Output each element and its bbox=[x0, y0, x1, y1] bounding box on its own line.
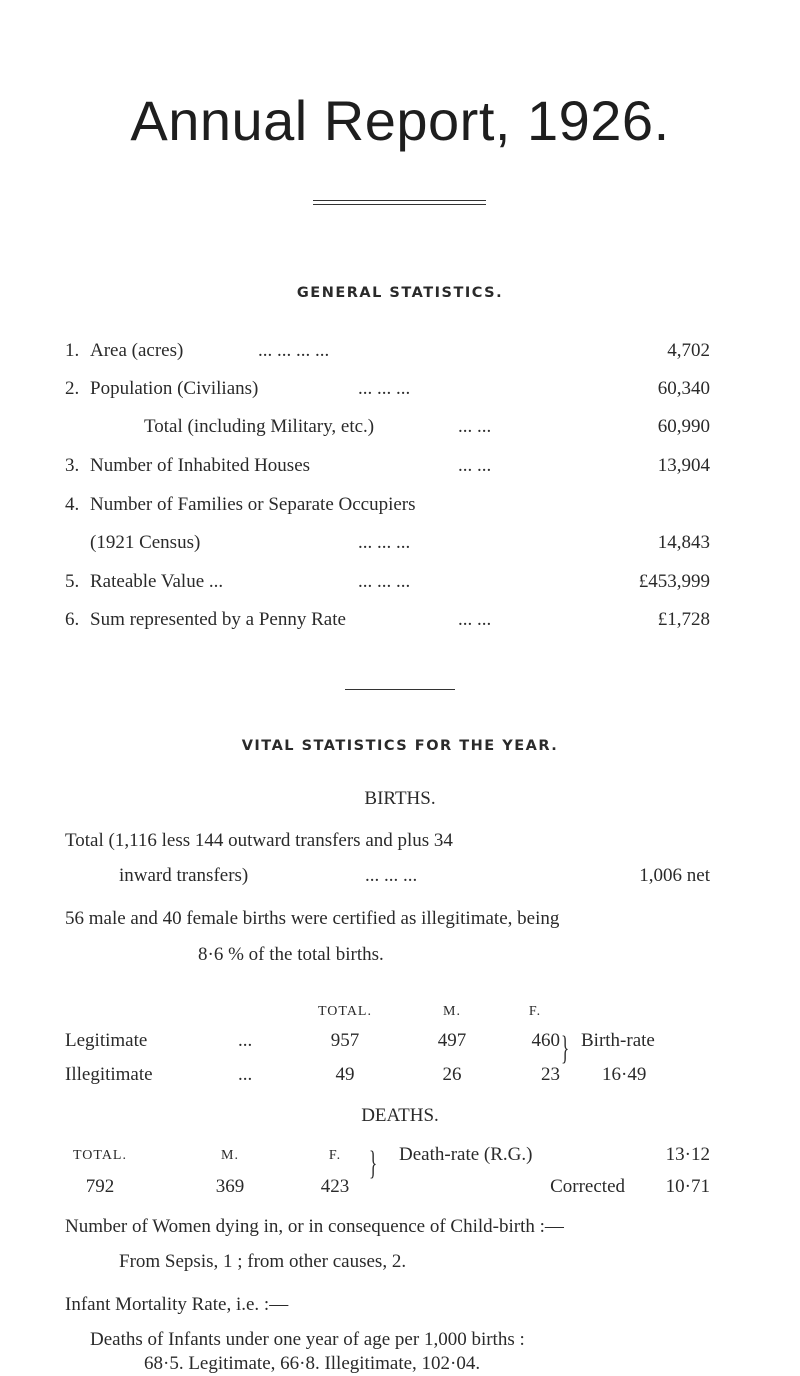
report-title: Annual Report, 1926. bbox=[130, 89, 670, 152]
item-number: 2. bbox=[65, 378, 80, 399]
infant-mortality-line3: 68·5. Legitimate, 66·8. Illegitimate, 102·04. bbox=[144, 1353, 481, 1374]
birth-rate-label: Birth-rate bbox=[581, 1030, 655, 1051]
column-header-total: TOTAL. bbox=[317, 1004, 372, 1019]
item-value: 60,990 bbox=[657, 416, 710, 437]
item-label: Sum represented by a Penny Rate bbox=[90, 609, 346, 630]
column-header-female: F. bbox=[528, 1004, 542, 1019]
births-total-line2: inward transfers) bbox=[119, 865, 249, 886]
item-label: Area (acres) bbox=[90, 340, 184, 361]
column-header-male: M. bbox=[443, 1004, 461, 1019]
cell-male: 497 bbox=[437, 1030, 467, 1051]
item-value: 4,702 bbox=[667, 340, 710, 361]
item-leader: ... ... bbox=[458, 416, 492, 437]
item-number: 4. bbox=[65, 494, 80, 515]
corrected-value: 10·71 bbox=[665, 1176, 710, 1197]
births-total-leader: ... ... ... bbox=[365, 865, 418, 886]
row-leader: ... bbox=[238, 1064, 253, 1085]
item-label: Number of Families or Separate Occupiers bbox=[90, 494, 416, 515]
death-rate-value: 13·12 bbox=[665, 1144, 710, 1165]
cell-total: 957 bbox=[330, 1030, 360, 1051]
births-heading: BIRTHS. bbox=[364, 788, 436, 809]
row-label: Illegitimate bbox=[65, 1064, 153, 1085]
general-statistics-heading: GENERAL STATISTICS. bbox=[296, 285, 504, 301]
row-label: Legitimate bbox=[65, 1030, 148, 1051]
item-value: £453,999 bbox=[638, 571, 710, 592]
infant-mortality-line2: Deaths of Infants under one year of age per 1,000 births : bbox=[90, 1329, 525, 1350]
births-total-line1: Total (1,116 less 144 outward transfers and plus 34 bbox=[65, 830, 453, 851]
cell-female: 23 bbox=[541, 1064, 560, 1085]
item-label: Total (including Military, etc.) bbox=[144, 416, 375, 437]
item-value: 14,843 bbox=[657, 532, 710, 553]
item-label: Population (Civilians) bbox=[90, 378, 259, 399]
item-leader: ... ... bbox=[458, 609, 492, 630]
column-header-female: F. bbox=[328, 1148, 342, 1163]
childbirth-line1: Number of Women dying in, or in consequence of Child-birth :— bbox=[65, 1216, 564, 1237]
divider bbox=[345, 689, 455, 690]
item-leader: ... ... ... bbox=[358, 378, 411, 399]
cell-male: 26 bbox=[442, 1064, 462, 1085]
item-value: 60,340 bbox=[657, 378, 710, 399]
column-header-male: M. bbox=[221, 1148, 239, 1163]
vital-statistics-heading: VITAL STATISTICS FOR THE YEAR. bbox=[241, 738, 559, 754]
item-label: (1921 Census) bbox=[90, 532, 201, 553]
item-number: 6. bbox=[65, 609, 80, 630]
infant-mortality-line1: Infant Mortality Rate, i.e. :— bbox=[65, 1294, 289, 1315]
item-leader: ... ... ... ... bbox=[258, 340, 330, 361]
cell-female: 460 bbox=[531, 1030, 560, 1051]
row-leader: ... bbox=[238, 1030, 253, 1051]
item-number: 5. bbox=[65, 571, 80, 592]
item-leader: ... ... ... bbox=[358, 571, 411, 592]
item-leader: ... ... ... bbox=[358, 532, 411, 553]
birth-rate-value: 16·49 bbox=[602, 1064, 647, 1085]
item-label: Number of Inhabited Houses bbox=[90, 455, 311, 476]
illegitimate-line1: 56 male and 40 female births were certified as illegitimate, being bbox=[65, 908, 560, 929]
deaths-female: 423 bbox=[320, 1176, 350, 1197]
item-value: 13,904 bbox=[657, 455, 710, 476]
death-rate-label: Death-rate (R.G.) bbox=[399, 1144, 533, 1165]
column-header-total: TOTAL. bbox=[72, 1148, 127, 1163]
item-leader: ... ... bbox=[458, 455, 492, 476]
item-value: £1,728 bbox=[657, 609, 710, 630]
deaths-male: 369 bbox=[215, 1176, 245, 1197]
cell-total: 49 bbox=[335, 1064, 355, 1085]
brace: } bbox=[561, 1030, 570, 1067]
childbirth-line2: From Sepsis, 1 ; from other causes, 2. bbox=[119, 1251, 407, 1272]
divider-double-top bbox=[313, 200, 486, 201]
brace: } bbox=[369, 1145, 378, 1182]
item-label: Rateable Value ... bbox=[90, 571, 224, 592]
divider-double-bottom bbox=[313, 204, 486, 205]
deaths-total: 792 bbox=[85, 1176, 115, 1197]
births-total-value: 1,006 net bbox=[639, 865, 710, 886]
item-number: 1. bbox=[65, 340, 80, 361]
item-number: 3. bbox=[65, 455, 80, 476]
deaths-heading: DEATHS. bbox=[361, 1105, 439, 1126]
illegitimate-line2: 8·6 % of the total births. bbox=[198, 944, 384, 965]
corrected-label: Corrected bbox=[550, 1176, 625, 1197]
